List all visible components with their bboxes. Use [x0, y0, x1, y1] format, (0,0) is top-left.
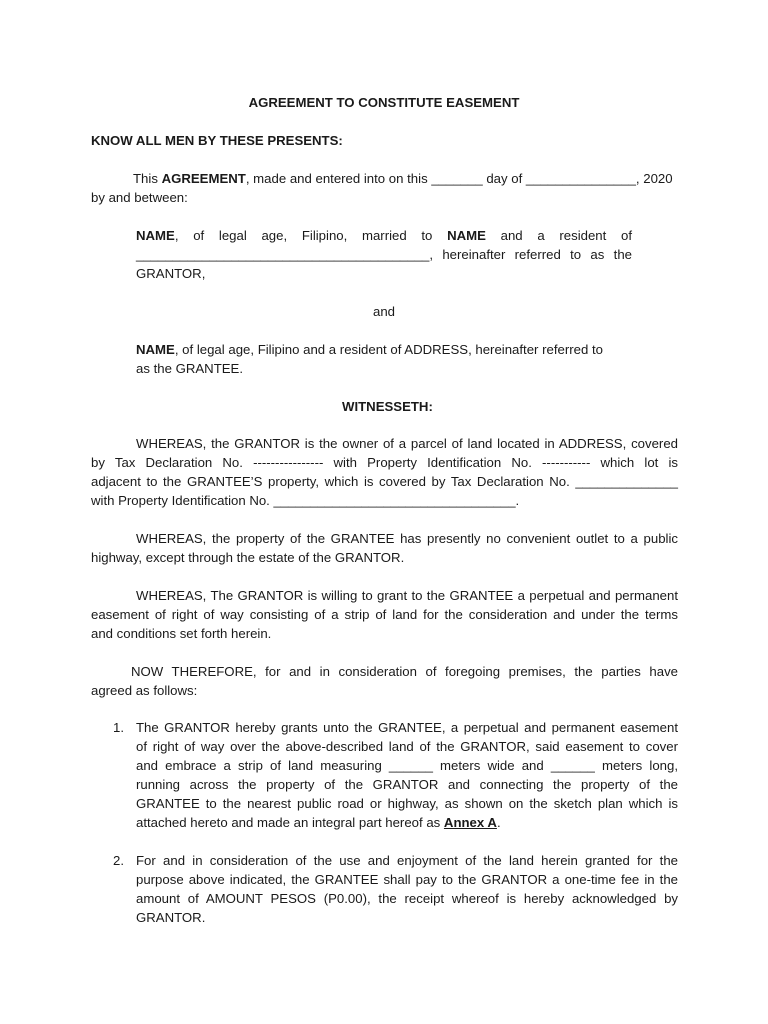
item-2-line-3: amount of AMOUNT PESOS (P0.00), the receipt whereof is hereby acknowledged by	[136, 891, 678, 906]
item-1-number: 1.	[113, 720, 124, 735]
grantor-residence-text: and a resident of	[485, 228, 632, 243]
whereas-3-line-2: easement of right of way consisting of a strip of land for the consideration and under the terms	[91, 607, 678, 622]
whereas-3-line-1: WHEREAS, The GRANTOR is willing to grant to the GRANTEE a perpetual and permanent	[136, 588, 678, 603]
grantor-line-2: ________________________________________, hereinafter referred to as the	[136, 247, 632, 262]
whereas-2-line-2: highway, except through the estate of the GRANTOR.	[91, 550, 405, 565]
grantee-name: NAME	[136, 342, 175, 357]
intro-line-1	[133, 169, 673, 188]
grantor-name: NAME	[136, 228, 175, 243]
whereas-3-line-3: and conditions set forth herein.	[91, 626, 272, 641]
grantee-desc: , of legal age, Filipino and a resident of ADDRESS, hereinafter referred to	[174, 342, 603, 357]
whereas-1-line-2: by Tax Declaration No. ---------------- with Property Identification No. ----------- which lot is	[91, 455, 678, 470]
intro-text: This	[133, 171, 162, 186]
item-1-line-2: of right of way over the above-described land of the GRANTOR, said easement to cover	[136, 739, 678, 754]
item-2-number: 2.	[113, 853, 124, 868]
agreement-term: AGREEMENT	[161, 171, 246, 186]
grantor-desc: , of legal age, Filipino, married to	[174, 228, 448, 243]
spouse-name: NAME	[447, 228, 486, 243]
intro-line-2: by and between:	[91, 190, 188, 205]
grantee-line-1	[136, 340, 603, 359]
item-1-last-text: attached hereto and made an integral part hereof as	[136, 815, 444, 830]
item-2-line-4: GRANTOR.	[136, 910, 206, 925]
annex-a-reference: Annex A	[443, 815, 497, 830]
and-separator: and	[373, 304, 396, 319]
item-1-line-3: and embrace a strip of land measuring ______ meters wide and ______ meters long,	[136, 758, 678, 773]
whereas-1-line-1: WHEREAS, the GRANTOR is the owner of a parcel of land located in ADDRESS, covered	[136, 436, 678, 451]
item-1-period: .	[496, 815, 501, 830]
grantor-line-3: GRANTOR,	[136, 266, 206, 281]
item-1-line-5: GRANTEE to the nearest public road or highway, as shown on the sketch plan which is	[136, 796, 678, 811]
item-1-line-4: running across the property of the GRANTOR and connecting the property of the	[136, 777, 678, 792]
item-1-line-6	[136, 813, 501, 832]
intro-text-date: , made and entered into on this _______ day of _______________, 2020	[245, 171, 673, 186]
item-2-line-2: purpose above indicated, the GRANTEE shall pay to the GRANTOR a one-time fee in the	[136, 872, 678, 887]
grantee-line-2: as the GRANTEE.	[136, 361, 244, 376]
whereas-1-line-3: adjacent to the GRANTEE’S property, which is covered by Tax Declaration No. ______________	[91, 474, 678, 489]
now-therefore-line-2: agreed as follows:	[91, 683, 198, 698]
whereas-2-line-1: WHEREAS, the property of the GRANTEE has presently no convenient outlet to a public	[136, 531, 678, 546]
opening-line: KNOW ALL MEN BY THESE PRESENTS:	[91, 133, 343, 148]
item-1-line-1: The GRANTOR hereby grants unto the GRANTEE, a perpetual and permanent easement	[136, 720, 678, 735]
whereas-1-line-4: with Property Identification No. _________________________________.	[91, 493, 520, 508]
document-title: AGREEMENT TO CONSTITUTE EASEMENT	[248, 95, 520, 110]
witnesseth-heading: WITNESSETH:	[342, 399, 433, 414]
grantor-line-1	[136, 226, 632, 245]
now-therefore-line-1: NOW THEREFORE, for and in consideration of foregoing premises, the parties have	[131, 664, 678, 679]
item-2-line-1: For and in consideration of the use and enjoyment of the land herein granted for the	[136, 853, 678, 868]
